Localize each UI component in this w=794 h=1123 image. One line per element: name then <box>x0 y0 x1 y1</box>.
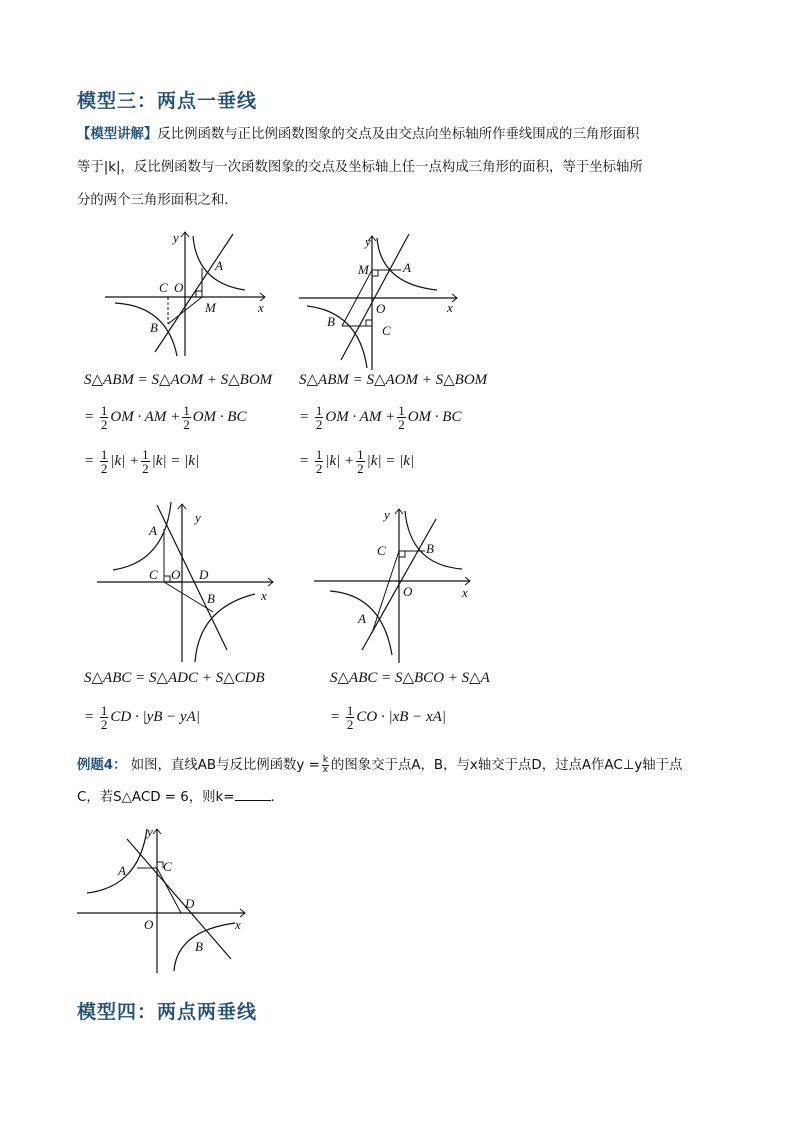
fig4-C: C <box>377 543 386 558</box>
formula-4-line-1: S△ABC = S△BCO + S△A <box>330 670 490 686</box>
hyperbola-branch-2 <box>174 923 235 971</box>
formula-2-line-1: S△ABM = S△AOM + S△BOM <box>299 372 488 388</box>
hyperbola-branch-1 <box>113 502 171 570</box>
example-4-text-2: 的图象交于点A，B，与x轴交于点D，过点A作AC⊥y轴于点 <box>331 758 683 773</box>
explanation-tag: 【模型讲解】 <box>77 127 158 142</box>
formula-2-line-2b: OM · BC <box>407 408 462 425</box>
figure-1-diagram <box>105 228 275 358</box>
section-heading-model3: 模型三：两点一垂线 <box>77 90 258 112</box>
formula-2-line-3b: |k| = |k| <box>366 452 415 469</box>
explanation-paragraph <box>77 118 722 217</box>
fig1-A: A <box>215 258 223 273</box>
fig4-A: A <box>358 611 366 626</box>
hyperbola-branch-2 <box>115 303 177 356</box>
formula-1-line-3a: |k| + <box>110 452 140 469</box>
formula-1-line-2a: OM · AM + <box>110 408 181 425</box>
fig3-C: C <box>149 567 158 582</box>
formula-1-line-1: S△ABM = S△AOM + S△BOM <box>84 372 273 388</box>
formula-block-1: S△ABM = S△AOM + S△BOM = $\frac{1}{2}$ OM · AM + $\frac{1}{2}$ OM · BC = $\frac{1}{2}$ |k| + $\frac{1}{2}$ |k| = |k| <box>84 372 273 476</box>
fig3-O: O <box>171 567 181 582</box>
fig3-x: x <box>261 588 267 603</box>
fig4-x: x <box>462 585 468 600</box>
fig2-M: M <box>358 262 369 277</box>
formula-1-line-3b: |k| = |k| <box>151 452 200 469</box>
fig3-y: y <box>195 510 201 525</box>
figure-4-diagram <box>312 505 477 665</box>
fig4-B: B <box>426 541 434 556</box>
fig3-A: A <box>149 523 157 538</box>
fig5-A: A <box>118 863 126 878</box>
fig1-x: x <box>258 300 264 315</box>
fig5-y: y <box>147 824 153 839</box>
fig5-O: O <box>144 917 154 932</box>
example-4: 例题4： 如图，直线AB与反比例函数y = $\frac{k}{x}$ 的图象交于点A，B，与x轴交于点D，过点A作AC⊥y轴于点 C，若S△ACD = 6，则k= ． <box>77 754 683 805</box>
fig3-B: B <box>207 591 215 606</box>
example-4-text-1: 如图，直线AB与反比例函数y = <box>130 758 320 773</box>
fig2-O: O <box>376 301 386 316</box>
explanation-line-3: 分的两个三角形面积之和． <box>77 193 238 208</box>
fig3-D: D <box>199 567 209 582</box>
section-heading-model4: 模型四：两点两垂线 <box>77 1001 258 1023</box>
figure-3-diagram <box>95 500 280 665</box>
formula-block-3: S△ABC = S△ADC + S△CDB = $\frac{1}{2}$ CD · |yB − yA| <box>84 670 265 732</box>
fig4-O: O <box>403 584 413 599</box>
fig2-A: A <box>403 260 411 275</box>
example-4-text-3: C，若S△ACD = 6，则k= <box>77 790 235 805</box>
example-4-label: 例题4： <box>77 758 127 773</box>
fig1-y: y <box>173 230 179 245</box>
fig2-x: x <box>447 300 453 315</box>
explanation-line-1: 反比例函数与正比例函数图象的交点及由交点向坐标轴所作垂线围成的三角形面积 <box>157 127 640 142</box>
hyperbola-branch-1 <box>405 511 462 569</box>
fig2-y: y <box>365 234 371 249</box>
formula-4-line-2: CO · |xB − xA| <box>356 708 446 725</box>
fig1-O: O <box>174 280 184 295</box>
fig1-B: B <box>150 320 158 335</box>
hyperbola-branch-2 <box>195 594 255 662</box>
fig5-B: B <box>195 939 203 954</box>
hyperbola-branch-2 <box>307 306 367 368</box>
hyperbola-branch-1 <box>87 829 147 893</box>
fig2-C: C <box>382 323 391 338</box>
formula-block-2: S△ABM = S△AOM + S△BOM = $\frac{1}{2}$ OM · AM + $\frac{1}{2}$ OM · BC = $\frac{1}{2}$ |k| + $\frac{1}{2}$ |k| = |k| <box>299 372 488 476</box>
fig1-M: M <box>205 300 216 315</box>
line-through-origin <box>341 234 409 360</box>
formula-block-4: S△ABC = S△BCO + S△A = $\frac{1}{2}$ CO · |xB − xA| <box>330 670 490 732</box>
formula-1-line-2b: OM · BC <box>192 408 247 425</box>
figure-5-diagram <box>77 825 252 975</box>
fig5-C: C <box>163 859 172 874</box>
fig4-y: y <box>384 507 390 522</box>
fig5-x: x <box>235 917 241 932</box>
line-AB <box>157 505 227 650</box>
fig5-D: D <box>185 896 195 911</box>
fig1-C: C <box>159 280 168 295</box>
line-AB <box>127 839 231 959</box>
explanation-line-2: 等于|k|，反比例函数与一次函数图象的交点及坐标轴上任一点构成三角形的面积，等于坐标轴所 <box>77 160 643 175</box>
formula-3-line-1: S△ABC = S△ADC + S△CDB <box>84 670 265 686</box>
answer-blank[interactable] <box>235 788 271 801</box>
formula-2-line-2a: OM · AM + <box>325 408 396 425</box>
figure-2-diagram <box>297 232 467 372</box>
fig2-B: B <box>327 314 335 329</box>
formula-2-line-3a: |k| + <box>325 452 355 469</box>
formula-3-line-2: CD · |yB − yA| <box>110 708 200 725</box>
